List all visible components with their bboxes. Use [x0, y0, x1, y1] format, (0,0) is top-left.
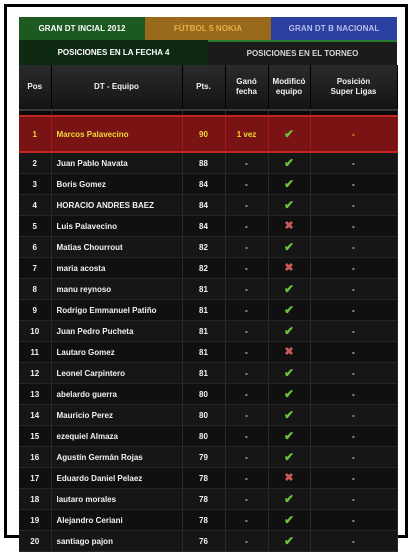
cell-modifico	[268, 152, 310, 174]
cell-gano-fecha: -	[225, 405, 268, 426]
cell-modifico	[268, 426, 310, 447]
cell-dt-name[interactable]: ezequiel Almaza	[51, 426, 182, 447]
cell-gano-fecha: -	[225, 174, 268, 195]
table-row[interactable]	[19, 279, 397, 300]
table-row[interactable]	[19, 258, 397, 279]
cell-dt-name[interactable]: Matias Chourrout	[51, 237, 182, 258]
cell-pts: 81	[182, 321, 225, 342]
cell-pts: 78	[182, 468, 225, 489]
header-gano-line1: Ganó	[236, 77, 257, 86]
table-row[interactable]	[19, 468, 397, 489]
cell-pos: 2	[19, 152, 51, 174]
cell-pos: 1	[19, 116, 51, 152]
subtab-posiciones-fecha[interactable]: POSICIONES EN LA FECHA 4	[19, 40, 208, 65]
cell-dt-name[interactable]: HORACIO ANDRES BAEZ	[51, 195, 182, 216]
cell-super-ligas: -	[310, 489, 397, 510]
cell-super-ligas: -	[310, 510, 397, 531]
cell-pts: 82	[182, 237, 225, 258]
cell-pos: 11	[19, 342, 51, 363]
check-icon: ✔	[283, 387, 295, 401]
cell-gano-fecha: -	[225, 279, 268, 300]
cell-super-ligas: -	[310, 447, 397, 468]
standings-widget	[19, 17, 397, 548]
cell-dt-name[interactable]: Juan Pablo Navata	[51, 152, 182, 174]
tab-futbol-5-nokia[interactable]: FÚTBOL 5 NOKIA	[145, 17, 271, 40]
cell-pos: 9	[19, 300, 51, 321]
cross-icon: ✖	[284, 471, 294, 484]
table-row[interactable]	[19, 321, 397, 342]
cell-pos: 15	[19, 426, 51, 447]
header-gano-fecha	[225, 65, 268, 110]
ranking-subtabs	[19, 40, 397, 65]
cell-super-ligas: -	[310, 468, 397, 489]
cell-super-ligas: -	[310, 279, 397, 300]
cell-dt-name[interactable]: maria acosta	[51, 258, 182, 279]
header-mod-line1: Modificó	[272, 77, 306, 86]
cell-gano-fecha: -	[225, 426, 268, 447]
table-row[interactable]	[19, 405, 397, 426]
cell-gano-fecha: -	[225, 300, 268, 321]
check-icon: ✔	[283, 513, 295, 527]
cell-pts: 80	[182, 384, 225, 405]
table-row-leader[interactable]	[19, 116, 397, 152]
table-header-row	[19, 65, 397, 110]
cell-super-ligas: -	[310, 174, 397, 195]
cell-gano-fecha: -	[225, 510, 268, 531]
cell-super-ligas: -	[310, 342, 397, 363]
cell-gano-fecha: -	[225, 152, 268, 174]
cell-super-ligas: -	[310, 363, 397, 384]
cell-modifico	[268, 363, 310, 384]
check-icon: ✔	[283, 366, 295, 380]
cell-pts: 84	[182, 216, 225, 237]
cell-pos: 8	[19, 279, 51, 300]
cell-pts: 80	[182, 426, 225, 447]
check-icon: ✔	[283, 198, 295, 212]
check-icon: ✔	[283, 303, 295, 317]
cell-modifico	[268, 195, 310, 216]
table-row[interactable]	[19, 384, 397, 405]
header-pos: Pos	[19, 65, 51, 110]
cell-modifico	[268, 116, 310, 152]
check-icon: ✔	[283, 127, 295, 141]
tab-gran-dt-b-nacional[interactable]: GRAN DT B NACIONAL	[271, 17, 397, 40]
check-icon: ✔	[283, 534, 295, 548]
cell-modifico	[268, 468, 310, 489]
table-row[interactable]	[19, 300, 397, 321]
header-modifico-equipo	[268, 65, 310, 110]
table-row[interactable]	[19, 489, 397, 510]
cell-modifico	[268, 279, 310, 300]
check-icon: ✔	[283, 177, 295, 191]
cell-pts: 81	[182, 300, 225, 321]
cell-super-ligas: -	[310, 237, 397, 258]
table-row[interactable]	[19, 237, 397, 258]
cell-super-ligas: -	[310, 426, 397, 447]
cell-modifico	[268, 384, 310, 405]
cell-pos: 3	[19, 174, 51, 195]
cell-gano-fecha: -	[225, 342, 268, 363]
cell-dt-name[interactable]: Leonel Carpintero	[51, 363, 182, 384]
cell-pos: 16	[19, 447, 51, 468]
cell-pos: 18	[19, 489, 51, 510]
cell-pts: 78	[182, 510, 225, 531]
cell-pos: 4	[19, 195, 51, 216]
cell-super-ligas: -	[310, 321, 397, 342]
cell-pts: 80	[182, 405, 225, 426]
cell-gano-fecha: 1 vez	[225, 116, 268, 152]
check-icon: ✔	[283, 324, 295, 338]
cell-dt-name[interactable]: Rodrigo Emmanuel Patiño	[51, 300, 182, 321]
cross-icon: ✖	[284, 219, 294, 232]
cell-dt-name[interactable]: santiago pajon	[51, 531, 182, 552]
table-row[interactable]	[19, 342, 397, 363]
header-posicion-super-ligas	[310, 65, 397, 110]
cell-pos: 19	[19, 510, 51, 531]
cell-modifico	[268, 216, 310, 237]
table-row[interactable]	[19, 174, 397, 195]
cell-super-ligas: -	[310, 152, 397, 174]
cell-pts: 82	[182, 258, 225, 279]
cell-super-ligas: -	[310, 531, 397, 552]
cell-super-ligas: -	[310, 384, 397, 405]
standings-body	[19, 110, 397, 552]
cell-modifico	[268, 342, 310, 363]
cell-pts: 81	[182, 363, 225, 384]
cell-pos: 14	[19, 405, 51, 426]
header-sup-line1: Posición	[336, 77, 371, 86]
cell-dt-name[interactable]: Luis Palavecino	[51, 216, 182, 237]
cell-super-ligas: -	[310, 195, 397, 216]
header-pts: Pts.	[182, 65, 225, 110]
cell-modifico	[268, 510, 310, 531]
cell-dt-name[interactable]: Agustín Germán Rojas	[51, 447, 182, 468]
cell-dt-name[interactable]: Mauricio Perez	[51, 405, 182, 426]
cell-gano-fecha: -	[225, 468, 268, 489]
cell-pos: 13	[19, 384, 51, 405]
header-sup-line2: Super Ligas	[330, 87, 377, 96]
cell-gano-fecha: -	[225, 258, 268, 279]
cell-modifico	[268, 237, 310, 258]
cell-pts: 90	[182, 116, 225, 152]
cell-modifico	[268, 447, 310, 468]
cell-pos: 20	[19, 531, 51, 552]
cell-modifico	[268, 300, 310, 321]
table-row[interactable]	[19, 363, 397, 384]
header-gano-line2: fecha	[236, 87, 257, 96]
check-icon: ✔	[283, 429, 295, 443]
check-icon: ✔	[283, 408, 295, 422]
cell-gano-fecha: -	[225, 216, 268, 237]
cell-pts: 84	[182, 195, 225, 216]
cell-dt-name[interactable]: Lautaro Gomez	[51, 342, 182, 363]
cell-gano-fecha: -	[225, 531, 268, 552]
cell-modifico	[268, 489, 310, 510]
cell-modifico	[268, 258, 310, 279]
cross-icon: ✖	[284, 345, 294, 358]
cell-dt-name[interactable]: lautaro morales	[51, 489, 182, 510]
standings-table	[19, 65, 398, 552]
cell-pos: 7	[19, 258, 51, 279]
table-row[interactable]	[19, 531, 397, 552]
cell-gano-fecha: -	[225, 384, 268, 405]
subtab-posiciones-torneo[interactable]: POSICIONES EN EL TORNEO	[208, 40, 397, 65]
check-icon: ✔	[283, 156, 295, 170]
cell-gano-fecha: -	[225, 447, 268, 468]
cell-dt-name[interactable]: Juan Pedro Pucheta	[51, 321, 182, 342]
cell-dt-name[interactable]: abelardo guerra	[51, 384, 182, 405]
cell-pos: 10	[19, 321, 51, 342]
cell-pts: 84	[182, 174, 225, 195]
cell-super-ligas: -	[310, 300, 397, 321]
cell-dt-name[interactable]: Marcos Palavecino	[51, 116, 182, 152]
cell-dt-name[interactable]: Eduardo Daniel Pelaez	[51, 468, 182, 489]
tab-gran-dt-inicial[interactable]: GRAN DT INCIAL 2012	[19, 17, 145, 40]
cell-super-ligas: -	[310, 116, 397, 152]
cell-super-ligas: -	[310, 405, 397, 426]
cell-gano-fecha: -	[225, 195, 268, 216]
header-dt-equipo: DT - Equipo	[51, 65, 182, 110]
cell-dt-name[interactable]: Alejandro Ceriani	[51, 510, 182, 531]
header-mod-line2: equipo	[275, 87, 303, 96]
cell-pts: 76	[182, 531, 225, 552]
cell-pts: 81	[182, 279, 225, 300]
cell-modifico	[268, 405, 310, 426]
cell-pts: 81	[182, 342, 225, 363]
table-row[interactable]	[19, 152, 397, 174]
cell-pos: 5	[19, 216, 51, 237]
cell-super-ligas: -	[310, 216, 397, 237]
check-icon: ✔	[283, 450, 295, 464]
table-row[interactable]	[19, 195, 397, 216]
table-row[interactable]	[19, 216, 397, 237]
screenshot-frame	[4, 4, 408, 548]
cell-pos: 12	[19, 363, 51, 384]
cell-gano-fecha: -	[225, 363, 268, 384]
cell-modifico	[268, 174, 310, 195]
table-row[interactable]	[19, 447, 397, 468]
cell-pts: 78	[182, 489, 225, 510]
cell-gano-fecha: -	[225, 237, 268, 258]
check-icon: ✔	[283, 240, 295, 254]
cell-modifico	[268, 321, 310, 342]
cell-dt-name[interactable]: Boris Gomez	[51, 174, 182, 195]
cell-super-ligas: -	[310, 258, 397, 279]
cell-gano-fecha: -	[225, 489, 268, 510]
cell-pos: 6	[19, 237, 51, 258]
cell-gano-fecha: -	[225, 321, 268, 342]
cell-pos: 17	[19, 468, 51, 489]
table-row[interactable]	[19, 510, 397, 531]
game-tabs	[19, 17, 397, 40]
cell-pts: 79	[182, 447, 225, 468]
cross-icon: ✖	[284, 261, 294, 274]
table-row[interactable]	[19, 426, 397, 447]
cell-modifico	[268, 531, 310, 552]
cell-pts: 88	[182, 152, 225, 174]
cell-dt-name[interactable]: manu reynoso	[51, 279, 182, 300]
check-icon: ✔	[283, 282, 295, 296]
check-icon: ✔	[283, 492, 295, 506]
